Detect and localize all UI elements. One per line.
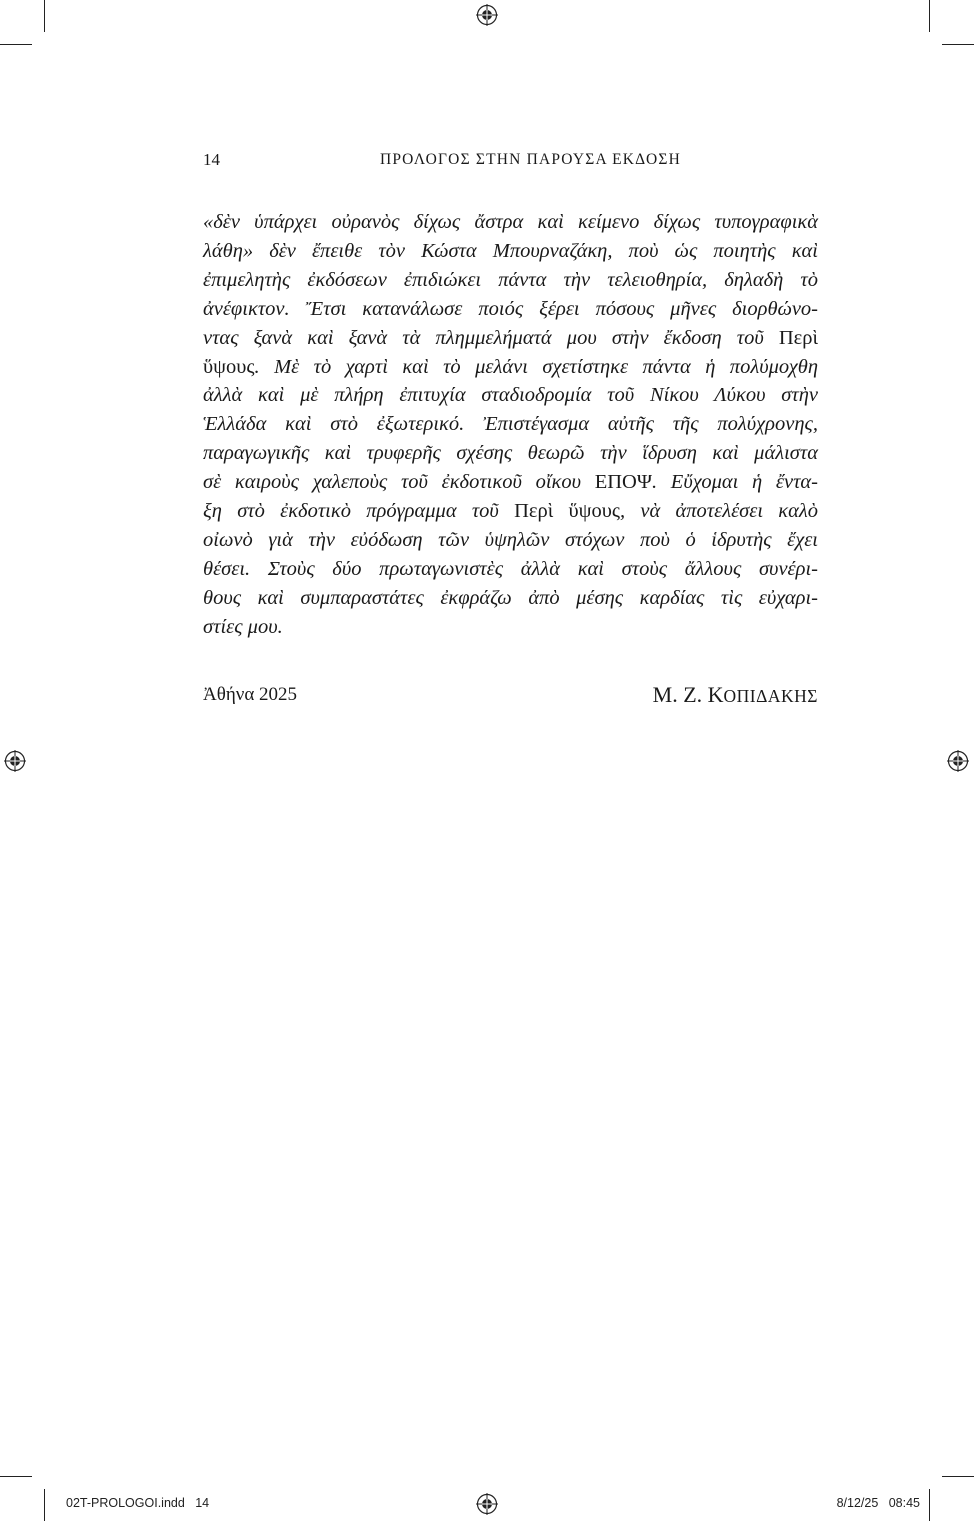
italic-text-run: . Μὲ τὸ χαρτὶ καὶ τὸ μελάνι σχετίστηκε πάντα ἡ πολύμοχθη [254, 355, 818, 378]
body-line [203, 555, 818, 584]
body-line [203, 468, 818, 497]
body-line [203, 324, 818, 353]
crop-mark-bottom-right-vertical [929, 1489, 930, 1521]
crop-mark-top-right-horizontal [942, 44, 974, 45]
closing-row [203, 682, 818, 710]
roman-text-run: ΕΠΟΨ [594, 471, 652, 494]
slug-filename: 02T-PROLOGOI.indd 14 [66, 1496, 210, 1510]
body-line [203, 295, 818, 324]
signature-initials: Μ. Ζ. Κ [652, 682, 724, 707]
roman-text-run: ὕψους [203, 355, 255, 378]
italic-text-run: σὲ καιροὺς χαλεποὺς τοῦ ἐκδοτικοῦ οἴκου [203, 471, 595, 494]
italic-text-run: παραγωγικῆς καὶ τρυφερῆς σχέσης θεωρῶ τὴν ἵδρυση καὶ μάλιστα [203, 442, 818, 465]
body-line [203, 439, 818, 468]
italic-text-run: θέσει. Στοὺς δύο πρωταγωνιστὲς ἀλλὰ καὶ στοὺς ἄλλους συνέρι- [203, 557, 818, 580]
body-line [203, 208, 818, 237]
signature-surname: ΟΠΙΔΑΚΗΣ [723, 686, 818, 706]
italic-text-run: . Εὔχομαι ἡ ἔντα- [651, 471, 818, 494]
page-number: 14 [203, 150, 220, 169]
italic-text-run: ἐπιμελητὴς ἐκδόσεων ἐπιδιώκει πάντα τὴν τελειοθηρία, δηλαδὴ τὸ [203, 268, 818, 291]
body-line [203, 613, 818, 642]
italic-text-run: θους καὶ συμπαραστάτες ἐκφράζω ἀπὸ μέσης καρδίας τὶς εὐχαρι- [203, 586, 818, 609]
italic-text-run: οἰωνὸ γιὰ τὴν εὐόδωση τῶν ὑψηλῶν στόχων ποὺ ὁ ἱδρυτὴς ἔχει [203, 528, 818, 551]
author-signature [653, 682, 818, 708]
crop-mark-top-right-vertical [929, 0, 930, 32]
body-line [203, 584, 818, 613]
crop-mark-bottom-left-horizontal [0, 1476, 32, 1477]
crop-mark-top-left-vertical [44, 0, 45, 32]
body-paragraph [203, 208, 818, 642]
italic-text-run: στίες μου. [203, 615, 283, 638]
italic-text-run: λάθη» δὲν ἔπειθε τὸν Κώστα Μπουρναζάκη, ποὺ ὡς ποιητὴς καὶ [203, 239, 818, 262]
italic-text-run: ξη στὸ ἐκδοτικὸ πρόγραμμα τοῦ [203, 500, 515, 523]
registration-mark-left-icon [4, 750, 26, 772]
italic-text-run: ἀνέφικτον. Ἔτσι κατανάλωσε ποιός ξέρει πόσους μῆνες διορθώνο- [203, 297, 818, 320]
italic-text-run: ντας ξανὰ καὶ ξανὰ τὰ πλημμελήματά μου στὴν ἔκδοση τοῦ [203, 326, 779, 349]
registration-mark-top-icon [476, 4, 498, 26]
body-line [203, 353, 818, 382]
page-header [203, 150, 818, 172]
body-line [203, 381, 818, 410]
body-line [203, 526, 818, 555]
body-line [203, 237, 818, 266]
body-line [203, 266, 818, 295]
roman-text-run: Περὶ [778, 326, 818, 349]
place-date: Ἀθήνα 2025 [203, 684, 298, 705]
crop-mark-top-left-horizontal [0, 44, 32, 45]
body-line [203, 410, 818, 439]
roman-text-run: Περὶ ὕψους [514, 500, 621, 523]
running-head: ΠΡΟΛΟΓΟΣ ΣΤΗΝ ΠΑΡΟΥΣΑ ΕΚΔΟΣΗ [379, 151, 682, 168]
slug-datetime: 8/12/25 08:45 [836, 1496, 920, 1510]
italic-text-run: Ἑλλάδα καὶ στὸ ἐξωτερικό. Ἐπιστέγασμα αὐτῆς τῆς πολύχρονης, [203, 413, 818, 436]
italic-text-run: , νὰ ἀποτελέσει καλὸ [620, 500, 819, 523]
crop-mark-bottom-right-horizontal [942, 1476, 974, 1477]
italic-text-run: «δὲν ὑπάρχει οὐρανὸς δίχως ἄστρα καὶ κείμενο δίχως τυπογραφικὰ [203, 211, 818, 233]
italic-text-run: ἀλλὰ καὶ μὲ πλήρη ἐπιτυχία σταδιοδρομία τοῦ Νίκου Λύκου στὴν [203, 384, 818, 407]
crop-mark-bottom-left-vertical [44, 1489, 45, 1521]
registration-mark-right-icon [947, 750, 969, 772]
registration-mark-bottom-icon [476, 1493, 498, 1515]
body-line [203, 497, 818, 526]
